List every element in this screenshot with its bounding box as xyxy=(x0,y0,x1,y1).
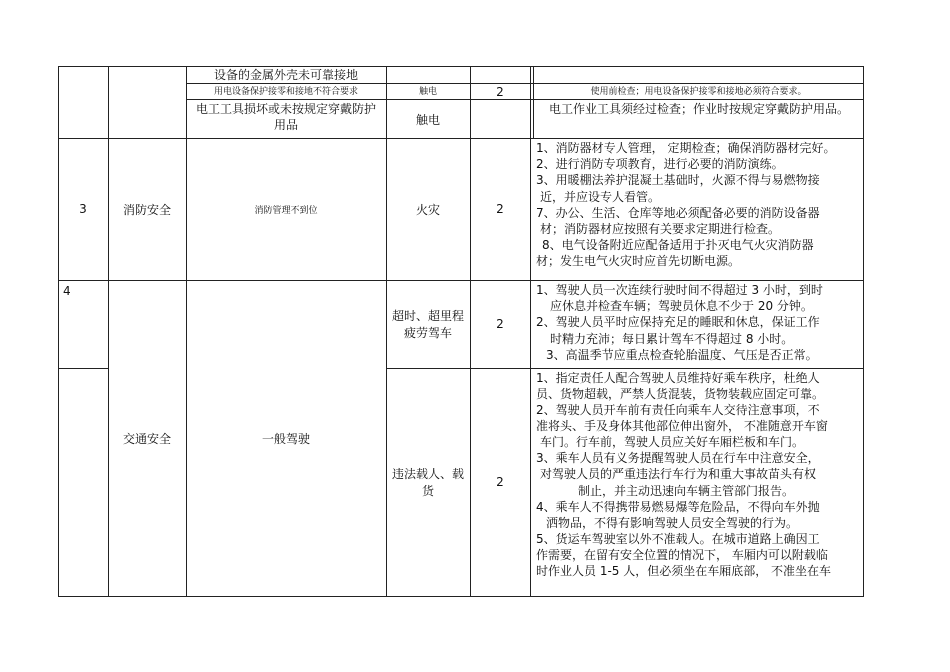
measure-cell xyxy=(536,140,835,270)
hazard-cell: 设备的金属外壳未可靠接地 xyxy=(213,68,358,82)
measure-line: 应休息并检查车辆；驾驶员休息不少于 20 分钟。 xyxy=(550,299,813,314)
level-cell: 2 xyxy=(496,475,504,489)
measure-cell xyxy=(536,370,831,579)
hazard-cell: 电工工具损坏或未按规定穿戴防护用品 xyxy=(196,102,377,133)
measure-line: 对驾驶人员的严重违法行车行为和重大事故苗头有权 xyxy=(540,467,817,482)
measure-line: 8、电气设备附近应配备适用于扑灭电气火灾消防器 xyxy=(542,238,814,253)
measure-line: 时作业人员 1-5 人，但必须坐在车厢底部， 不准坐在车 xyxy=(536,563,832,578)
measure-line: 时精力充沛；每日累计驾车不得超过 8 小时。 xyxy=(550,331,794,346)
measure-line: 2、驾驶人员开车前有责任向乘车人交待注意事项，不 xyxy=(536,403,820,418)
level-cell: 2 xyxy=(496,317,504,331)
accident-cell: 触电 xyxy=(415,112,440,127)
measure-cell: 使用前检查；用电设备保护接零和接地必须符合要求。 xyxy=(590,87,807,97)
row-number: 4 xyxy=(63,284,71,298)
measure-line: 材；发生电气火灾时应首先切断电源。 xyxy=(536,254,741,269)
measure-line: 7、办公、生活、仓库等地必须配备必要的消防设备器 xyxy=(536,205,820,220)
row-number: 3 xyxy=(79,202,87,216)
measure-line: 准将头、手及身体其他部位伸出窗外， 不准随意开车窗 xyxy=(536,419,828,434)
measure-line: 车门。行车前，驾驶人员应关好车厢栏板和车门。 xyxy=(540,435,805,450)
measure-line: 4、乘车人不得携带易燃易爆等危险品，不得向车外抛 xyxy=(536,499,820,514)
hazard-cell: 消防管理不到位 xyxy=(254,205,318,216)
measure-line: 1、驾驶人员一次连续行驶时间不得超过 3 小时，到时 xyxy=(536,283,823,297)
measure-cell xyxy=(536,282,823,363)
measure-line: 3、乘车人员有义务提醒驾驶人员在行车中注意安全， xyxy=(536,451,820,466)
measure-cell: 电工作业工具须经过检查；作业时按规定穿戴防护用品。 xyxy=(548,102,849,116)
category-cell: 交通安全 xyxy=(122,431,171,446)
accident-cell: 超时、超里程疲劳驾车 xyxy=(391,309,464,340)
measure-line: 近，并应设专人看管。 xyxy=(540,189,661,204)
measure-line: 员、货物超载，严禁人货混装，货物装载应固定可靠。 xyxy=(536,387,825,402)
measure-line: 2、驾驶人员平时应保持充足的睡眠和休息，保证工作 xyxy=(536,315,820,330)
measure-line: 1、消防器材专人管理， 定期检查；确保消防器材完好。 xyxy=(536,141,836,155)
measure-line: 3、高温季节应重点检查轮胎温度、气压是否正常。 xyxy=(546,347,818,362)
level-cell: 2 xyxy=(496,202,504,216)
hazard-cell: 用电设备保护接零和接地不符合要求 xyxy=(213,87,358,97)
measure-line: 2、进行消防专项教育，进行必要的消防演练。 xyxy=(536,157,784,172)
accident-cell: 违法载人、载货 xyxy=(391,467,464,498)
measure-line: 材；消防器材应按照有关要求定期进行检查。 xyxy=(540,221,781,236)
hazard-cell: 一般驾驶 xyxy=(261,431,310,446)
measure-line: 3、用暖棚法养护混凝土基础时，火源不得与易燃物接 xyxy=(536,173,820,188)
measure-line: 1、指定责任人配合驾驶人员维持好乘车秩序，杜绝人 xyxy=(536,371,820,385)
accident-cell: 火灾 xyxy=(415,202,440,217)
measure-line: 5、货运车驾驶室以外不准载人。在城市道路上确因工 xyxy=(536,531,820,546)
measure-line: 制止，并主动迅速向车辆主管部门报告。 xyxy=(578,483,795,498)
level-cell: 2 xyxy=(496,85,504,99)
measure-line: 洒物品，不得有影响驾驶人员安全驾驶的行为。 xyxy=(546,515,799,530)
accident-cell: 触电 xyxy=(418,87,437,97)
category-cell: 消防安全 xyxy=(122,202,171,217)
measure-line: 作需要，在留有安全位置的情况下， 车厢内可以附载临 xyxy=(536,547,828,562)
